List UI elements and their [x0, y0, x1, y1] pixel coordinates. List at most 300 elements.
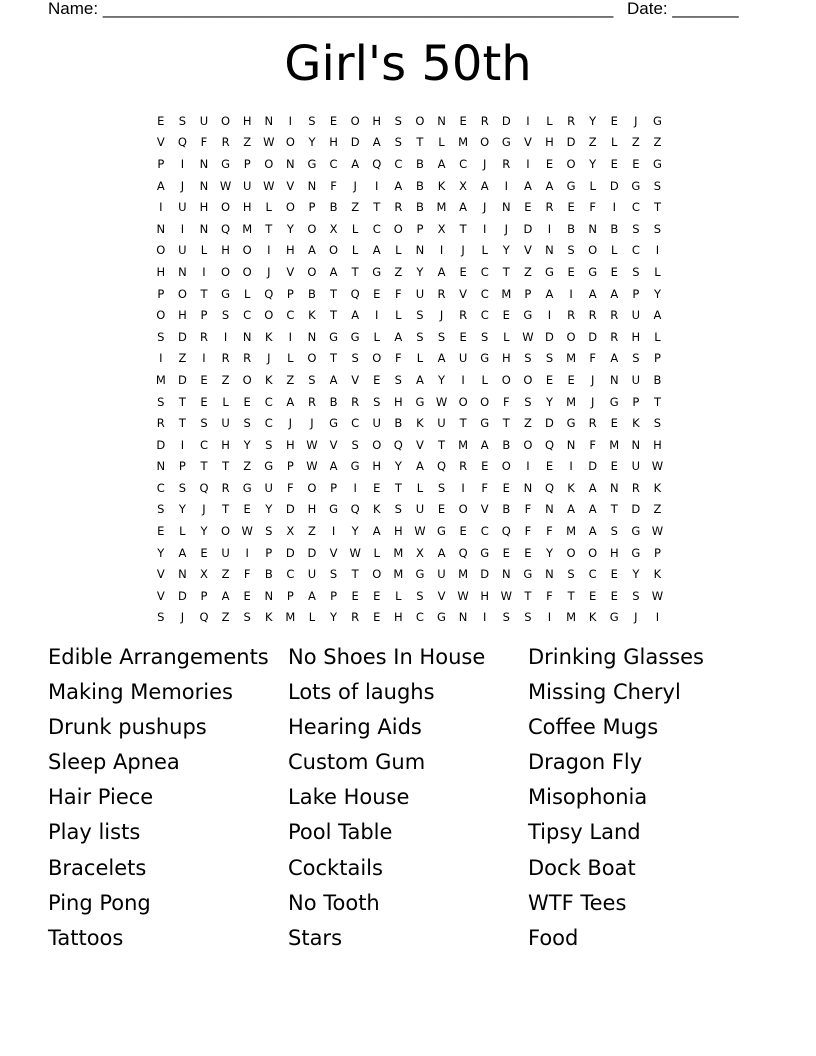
grid-letter: G — [652, 113, 662, 128]
grid-letter: Z — [286, 372, 295, 387]
grid-letter: L — [546, 113, 553, 128]
grid-letter: S — [653, 221, 662, 236]
grid-letter: R — [459, 459, 468, 474]
word-list-item: Tipsy Land — [528, 820, 641, 845]
grid-letter: E — [459, 113, 467, 128]
grid-letter: A — [437, 351, 446, 366]
grid-letter: T — [459, 416, 467, 431]
grid-letter: J — [267, 264, 271, 279]
grid-letter: M — [566, 610, 577, 625]
grid-letter: A — [437, 264, 446, 279]
grid-letter: E — [545, 372, 554, 387]
grid-letter: R — [351, 610, 360, 625]
grid-letter: F — [243, 567, 251, 582]
grid-letter: G — [221, 156, 231, 171]
grid-letter: U — [178, 200, 187, 215]
grid-letter: Q — [221, 221, 231, 236]
grid-letter: P — [632, 286, 640, 301]
grid-letter: F — [589, 437, 596, 452]
grid-letter: Y — [545, 394, 553, 409]
word-list-item: Ping Pong — [48, 890, 151, 915]
grid-letter: W — [241, 524, 253, 539]
grid-letter: I — [655, 243, 660, 258]
grid-letter: G — [329, 502, 338, 517]
grid-letter: I — [159, 200, 163, 215]
grid-letter: K — [264, 329, 273, 344]
grid-letter: M — [458, 567, 469, 582]
word-list-item: Pool Table — [288, 820, 393, 845]
grid-letter: A — [415, 372, 424, 387]
grid-letter: O — [372, 351, 382, 366]
grid-letter: O — [566, 156, 576, 171]
grid-letter: A — [394, 178, 403, 193]
grid-letter: V — [351, 372, 360, 387]
grid-letter: S — [178, 113, 187, 128]
grid-letter: R — [437, 286, 446, 301]
grid-letter: Q — [501, 524, 511, 539]
grid-letter: U — [199, 113, 209, 128]
grid-row — [150, 520, 668, 542]
grid-letter: Y — [243, 437, 251, 452]
grid-letter: L — [503, 329, 510, 344]
grid-letter: E — [481, 459, 489, 474]
grid-letter: P — [308, 200, 316, 215]
grid-letter: Z — [243, 459, 252, 474]
grid-letter: P — [286, 286, 294, 301]
grid-letter: B — [394, 416, 403, 431]
grid-letter: E — [610, 567, 618, 582]
grid-letter: F — [395, 351, 402, 366]
grid-letter: U — [307, 567, 317, 582]
grid-letter: I — [180, 221, 185, 236]
grid-letter: F — [589, 351, 596, 366]
grid-letter: E — [632, 156, 640, 171]
grid-letter: I — [547, 221, 552, 236]
grid-letter: Z — [351, 200, 360, 215]
grid-letter: E — [567, 264, 575, 279]
grid-letter: G — [350, 329, 360, 344]
grid-letter: G — [523, 308, 533, 323]
grid-letter: I — [267, 243, 271, 258]
grid-letter: B — [264, 567, 273, 582]
grid-letter: T — [222, 502, 230, 517]
grid-letter: A — [372, 135, 381, 150]
grid-letter: M — [242, 221, 253, 236]
grid-letter: I — [202, 351, 206, 366]
grid-letter: N — [458, 610, 468, 625]
grid-letter: N — [501, 567, 511, 582]
grid-letter: L — [287, 351, 294, 366]
grid-letter: S — [481, 329, 489, 344]
grid-letter: G — [415, 394, 425, 409]
grid-letter: T — [524, 588, 532, 603]
grid-letter: N — [437, 113, 446, 128]
grid-letter: N — [631, 437, 641, 452]
grid-letter: O — [329, 243, 339, 258]
grid-letter: D — [307, 545, 317, 560]
word-list-item: Hearing Aids — [288, 715, 422, 740]
word-list-item: Drunk pushups — [48, 715, 207, 740]
date-blank: _______ — [672, 0, 739, 18]
grid-letter: D — [285, 502, 295, 517]
grid-letter: D — [177, 329, 187, 344]
grid-letter: K — [308, 308, 316, 323]
grid-letter: Y — [502, 243, 510, 258]
grid-letter: A — [610, 286, 619, 301]
grid-letter: S — [157, 610, 165, 625]
word-list-item: Coffee Mugs — [528, 715, 659, 740]
grid-letter: B — [502, 437, 511, 452]
word-list-item: Dragon Fly — [528, 750, 643, 775]
grid-letter: Q — [544, 480, 555, 495]
grid-letter: P — [286, 459, 294, 474]
grid-letter: V — [329, 437, 338, 452]
grid-letter: I — [504, 178, 508, 193]
grid-letter: N — [242, 329, 252, 344]
grid-letter: L — [611, 135, 618, 150]
grid-letter: L — [481, 372, 488, 387]
grid-letter: E — [610, 156, 618, 171]
grid-letter: E — [200, 394, 208, 409]
grid-letter: G — [566, 178, 576, 193]
grid-letter: A — [372, 524, 381, 539]
grid-letter: N — [588, 221, 597, 236]
grid-letter: L — [416, 480, 424, 495]
grid-letter: C — [156, 480, 165, 495]
grid-letter: J — [310, 416, 314, 431]
grid-letter: P — [157, 286, 165, 301]
grid-letter: G — [329, 329, 338, 344]
grid-letter: I — [569, 286, 573, 301]
grid-letter: W — [651, 459, 664, 474]
grid-letter: S — [567, 567, 575, 582]
grid-letter: Y — [394, 459, 402, 474]
grid-letter: E — [545, 459, 554, 474]
grid-letter: B — [610, 221, 619, 236]
grid-letter: M — [458, 135, 469, 150]
grid-letter: L — [395, 588, 402, 603]
grid-letter: Z — [221, 567, 230, 582]
grid-letter: I — [483, 610, 487, 625]
grid-row — [150, 110, 668, 132]
grid-letter: Q — [372, 156, 382, 171]
grid-letter: O — [307, 351, 317, 366]
grid-letter: A — [394, 329, 403, 344]
grid-letter: O — [458, 502, 468, 517]
grid-letter: B — [653, 372, 662, 387]
grid-letter: C — [480, 308, 489, 323]
grid-letter: N — [523, 480, 533, 495]
grid-letter: S — [524, 394, 532, 409]
grid-letter: D — [566, 135, 576, 150]
grid-letter: H — [394, 610, 403, 625]
grid-letter: G — [480, 351, 490, 366]
grid-letter: L — [243, 286, 251, 301]
grid-letter: Z — [653, 135, 662, 150]
word-list-item: Sleep Apnea — [48, 750, 180, 775]
grid-letter: G — [307, 156, 317, 171]
grid-letter: E — [610, 459, 618, 474]
grid-letter: M — [566, 524, 577, 539]
grid-row — [150, 499, 668, 521]
grid-letter: W — [457, 588, 469, 603]
grid-letter: Z — [631, 135, 640, 150]
grid-letter: V — [156, 567, 165, 582]
grid-letter: B — [415, 156, 424, 171]
grid-letter: K — [588, 610, 597, 625]
grid-letter: U — [631, 372, 641, 387]
grid-letter: A — [588, 502, 597, 517]
grid-letter: D — [588, 459, 598, 474]
grid-letter: Y — [589, 156, 597, 171]
grid-row — [150, 132, 668, 154]
grid-letter: C — [329, 156, 338, 171]
grid-letter: P — [178, 459, 186, 474]
grid-letter: P — [632, 394, 640, 409]
grid-letter: S — [221, 308, 230, 323]
grid-letter: D — [501, 113, 511, 128]
grid-letter: F — [546, 524, 553, 539]
grid-letter: S — [524, 351, 532, 366]
grid-row — [150, 391, 668, 413]
grid-letter: B — [329, 394, 338, 409]
grid-letter: O — [480, 394, 490, 409]
grid-letter: L — [351, 221, 359, 236]
grid-letter: P — [200, 588, 208, 603]
grid-letter: E — [157, 113, 165, 128]
grid-letter: B — [415, 200, 424, 215]
grid-letter: A — [329, 459, 338, 474]
grid-letter: H — [609, 545, 619, 560]
grid-letter: Z — [221, 372, 230, 387]
word-list-item: Misophonia — [528, 785, 648, 810]
letter-grid — [150, 110, 668, 628]
grid-letter: W — [263, 178, 275, 193]
grid-letter: G — [609, 394, 619, 409]
grid-letter: T — [222, 459, 230, 474]
grid-letter: L — [481, 243, 488, 258]
grid-letter: I — [526, 113, 530, 128]
grid-letter: J — [353, 178, 357, 193]
grid-letter: T — [200, 459, 208, 474]
grid-letter: I — [159, 351, 163, 366]
grid-letter: O — [242, 372, 252, 387]
name-label: Name: — [48, 0, 99, 18]
grid-letter: M — [566, 351, 577, 366]
grid-letter: T — [330, 351, 338, 366]
grid-letter: E — [157, 524, 165, 539]
grid-letter: Y — [330, 610, 338, 625]
grid-letter: E — [610, 113, 618, 128]
grid-letter: V — [523, 135, 532, 150]
grid-letter: C — [631, 243, 640, 258]
grid-letter: A — [178, 545, 187, 560]
grid-letter: N — [609, 480, 619, 495]
grid-letter: Q — [436, 459, 447, 474]
grid-letter: Q — [177, 135, 187, 150]
grid-letter: E — [373, 372, 381, 387]
grid-letter: A — [545, 286, 554, 301]
grid-letter: D — [350, 135, 360, 150]
grid-row — [150, 348, 668, 370]
grid-letter: E — [373, 480, 381, 495]
grid-letter: J — [461, 243, 465, 258]
grid-letter: Z — [523, 416, 532, 431]
grid-letter: J — [180, 178, 185, 193]
grid-letter: H — [480, 588, 490, 603]
grid-letter: B — [415, 178, 424, 193]
grid-letter: X — [437, 221, 446, 236]
grid-letter: D — [609, 178, 619, 193]
grid-letter: N — [264, 588, 274, 603]
grid-letter: U — [458, 351, 468, 366]
grid-letter: Y — [589, 113, 597, 128]
grid-letter: H — [545, 135, 554, 150]
grid-letter: N — [609, 372, 619, 387]
grid-letter: R — [545, 200, 554, 215]
name-field — [48, 0, 613, 18]
grid-letter: O — [221, 113, 231, 128]
grid-row — [150, 153, 668, 175]
grid-letter: R — [610, 308, 619, 323]
grid-letter: S — [567, 243, 575, 258]
grid-letter: A — [523, 178, 532, 193]
grid-letter: U — [437, 567, 446, 582]
grid-letter: S — [437, 480, 446, 495]
grid-row — [150, 563, 668, 585]
grid-letter: U — [221, 545, 230, 560]
grid-letter: O — [221, 264, 231, 279]
grid-letter: N — [156, 459, 166, 474]
grid-letter: P — [243, 156, 251, 171]
grid-letter: I — [483, 221, 487, 236]
grid-letter: O — [372, 567, 382, 582]
grid-letter: N — [501, 200, 511, 215]
grid-letter: R — [459, 308, 468, 323]
grid-letter: E — [373, 588, 381, 603]
grid-letter: W — [435, 394, 448, 409]
grid-letter: O — [307, 221, 317, 236]
grid-letter: F — [546, 588, 553, 603]
grid-letter: Y — [653, 286, 661, 301]
grid-letter: U — [631, 459, 641, 474]
grid-letter: S — [632, 264, 640, 279]
grid-letter: I — [353, 480, 357, 495]
grid-letter: V — [156, 135, 165, 150]
grid-letter: M — [609, 437, 620, 452]
grid-letter: Z — [394, 264, 403, 279]
grid-letter: B — [308, 286, 316, 301]
grid-letter: J — [590, 372, 595, 387]
grid-letter: D — [480, 567, 490, 582]
grid-letter: W — [651, 524, 664, 539]
grid-letter: B — [329, 200, 338, 215]
grid-letter: O — [566, 329, 576, 344]
grid-letter: G — [631, 545, 641, 560]
grid-letter: Q — [350, 286, 360, 301]
grid-letter: N — [566, 437, 576, 452]
grid-letter: G — [372, 264, 382, 279]
grid-letter: F — [589, 200, 596, 215]
grid-letter: G — [221, 286, 231, 301]
grid-letter: I — [461, 372, 465, 387]
grid-letter: X — [200, 567, 208, 582]
grid-letter: G — [501, 135, 511, 150]
word-list-item: Missing Cheryl — [528, 680, 681, 705]
grid-letter: E — [351, 588, 359, 603]
grid-letter: D — [156, 437, 166, 452]
grid-letter: N — [415, 243, 425, 258]
word-list-item: Lake House — [288, 785, 410, 810]
grid-letter: Q — [544, 437, 555, 452]
grid-letter: U — [242, 178, 252, 193]
grid-row — [150, 196, 668, 218]
grid-letter: T — [373, 200, 381, 215]
grid-row — [150, 218, 668, 240]
word-list-item: Hair Piece — [48, 785, 154, 810]
grid-letter: N — [199, 178, 209, 193]
grid-letter: I — [245, 545, 249, 560]
grid-letter: R — [480, 113, 489, 128]
grid-letter: T — [178, 394, 186, 409]
page-title: Girl's 50th — [284, 36, 532, 92]
grid-letter: R — [307, 394, 316, 409]
grid-letter: Y — [545, 545, 553, 560]
grid-letter: S — [502, 610, 510, 625]
grid-letter: F — [395, 286, 402, 301]
grid-letter: H — [286, 243, 295, 258]
grid-letter: L — [373, 329, 380, 344]
grid-row — [150, 175, 668, 197]
grid-letter: I — [612, 200, 616, 215]
grid-letter: J — [504, 221, 508, 236]
grid-letter: N — [156, 221, 166, 236]
grid-row — [150, 261, 668, 283]
grid-letter: O — [221, 200, 231, 215]
grid-letter: G — [350, 459, 360, 474]
grid-letter: V — [329, 545, 338, 560]
grid-letter: Y — [265, 502, 273, 517]
grid-letter: D — [177, 372, 187, 387]
grid-letter: S — [416, 329, 424, 344]
grid-letter: O — [285, 200, 295, 215]
grid-letter: C — [199, 437, 208, 452]
grid-letter: Y — [308, 135, 316, 150]
grid-letter: D — [285, 545, 295, 560]
grid-letter: J — [288, 416, 293, 431]
name-blank: ______________________________________________________ — [102, 0, 614, 18]
grid-letter: E — [243, 502, 251, 517]
grid-row — [150, 369, 668, 391]
grid-letter: S — [394, 113, 402, 128]
grid-letter: M — [393, 567, 404, 582]
grid-letter: R — [567, 308, 576, 323]
grid-letter: Q — [199, 480, 209, 495]
grid-letter: F — [330, 178, 337, 193]
grid-letter: Y — [438, 372, 446, 387]
grid-letter: T — [200, 286, 208, 301]
word-list-item: Tattoos — [48, 925, 124, 950]
grid-letter: S — [351, 437, 359, 452]
grid-letter: I — [180, 156, 185, 171]
word-list-item: Play lists — [48, 820, 141, 845]
grid-letter: Y — [416, 264, 424, 279]
grid-letter: A — [221, 588, 230, 603]
grid-letter: M — [285, 610, 296, 625]
grid-letter: U — [415, 286, 425, 301]
grid-letter: Z — [523, 264, 532, 279]
grid-letter: C — [243, 308, 252, 323]
